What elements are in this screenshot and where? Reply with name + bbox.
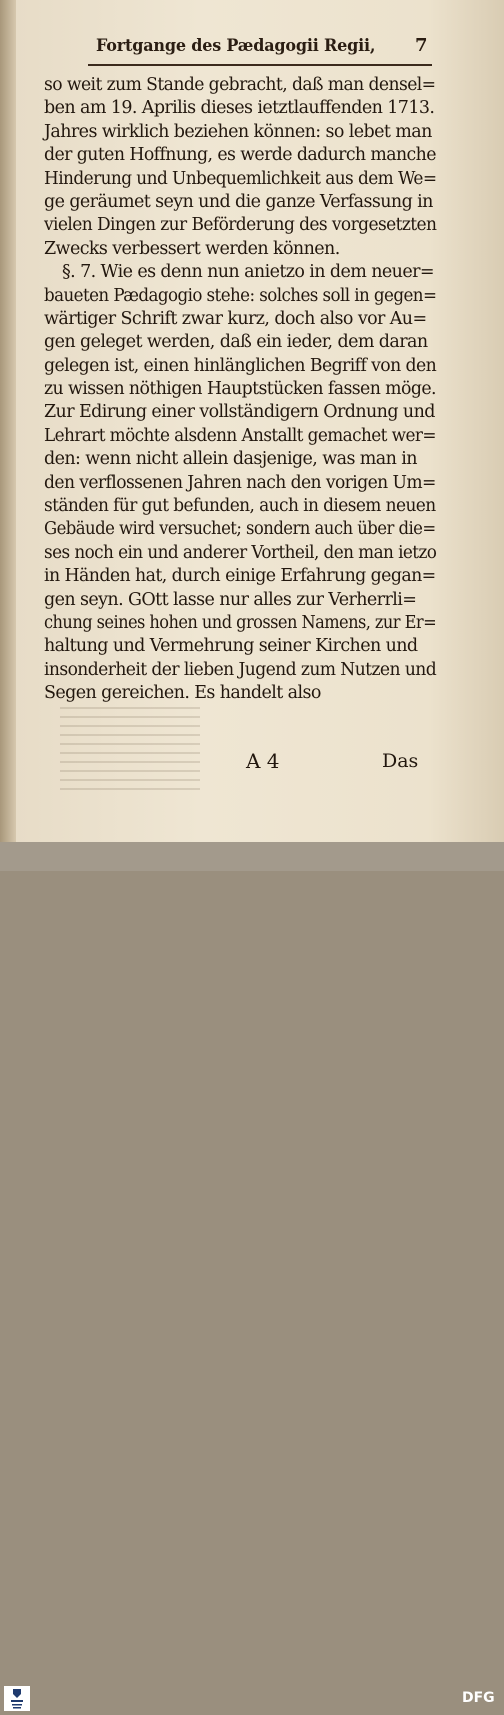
text-line: haltung und Vermehrung seiner Kirchen und bbox=[44, 636, 418, 657]
text-line: in Händen hat, durch einige Erfahrung gegan= bbox=[44, 566, 436, 587]
text-line: zu wissen nöthigen Hauptstücken fassen möge. bbox=[44, 379, 436, 400]
text-line: Jahres wirklich beziehen können: so lebet man bbox=[44, 121, 432, 142]
text-line: gen geleget werden, daß ein ieder, dem daran bbox=[44, 332, 428, 353]
catchword: Das bbox=[382, 750, 419, 772]
text-line: Lehrart möchte alsdenn Anstallt gemachet wer= bbox=[44, 425, 436, 446]
running-head: Fortgange des Pædagogii Regii, bbox=[96, 36, 376, 56]
text-line: gelegen ist, einen hinlänglichen Begriff von den bbox=[44, 355, 437, 376]
body-text bbox=[44, 74, 437, 706]
library-logo-icon[interactable] bbox=[4, 1686, 30, 1711]
text-line: chung seines hohen und grossen Namens, zur Er= bbox=[44, 612, 437, 633]
text-line: Hinderung und Unbequemlichkeit aus dem We= bbox=[44, 168, 437, 189]
show-through-ink bbox=[60, 700, 200, 790]
text-line: den verflossenen Jahren nach den vorigen Um= bbox=[44, 472, 436, 493]
header-rule bbox=[88, 64, 432, 66]
page-gutter bbox=[0, 0, 16, 842]
text-line: Zwecks verbessert werden können. bbox=[44, 238, 340, 259]
text-line: der guten Hoffnung, es werde dadurch manche bbox=[44, 145, 436, 166]
text-line: wärtiger Schrift zwar kurz, doch also vor Au= bbox=[44, 308, 427, 329]
text-line: Gebäude wird versuchet; sondern auch über die= bbox=[44, 519, 436, 540]
text-line: Segen gereichen. Es handelt also bbox=[44, 683, 321, 704]
text-line: ständen für gut befunden, auch in diesem neuen bbox=[44, 496, 436, 517]
page-number: 7 bbox=[415, 35, 428, 56]
dfg-logo-icon[interactable]: DFG bbox=[462, 1690, 495, 1706]
text-line: baueten Pædagogio stehe: solches soll in gegen= bbox=[44, 285, 437, 306]
text-line: den: wenn nicht allein dasjenige, was man in bbox=[44, 449, 417, 470]
text-line: ses noch ein und anderer Vortheil, den man ietzo bbox=[44, 542, 437, 563]
text-line: insonderheit der lieben Jugend zum Nutzen und bbox=[44, 659, 437, 680]
signature-mark: A 4 bbox=[246, 749, 280, 773]
text-line: ge geräumet seyn und die ganze Verfassung in bbox=[44, 191, 433, 212]
text-line: ben am 19. Aprilis dieses ietztlauffenden 1713. bbox=[44, 98, 435, 119]
text-line: gen seyn. GOtt lasse nur alles zur Verherrli= bbox=[44, 589, 417, 610]
text-line: vielen Dingen zur Beförderung des vorgesetzten bbox=[44, 215, 437, 236]
text-line: Zur Edirung einer vollständigern Ordnung und bbox=[44, 402, 435, 423]
book-page bbox=[0, 0, 504, 842]
viewer-footer-bar bbox=[0, 842, 504, 1706]
text-line: so weit zum Stande gebracht, daß man densel= bbox=[44, 75, 436, 95]
text-line: §. 7. Wie es denn nun anietzo in dem neuer= bbox=[62, 262, 434, 283]
